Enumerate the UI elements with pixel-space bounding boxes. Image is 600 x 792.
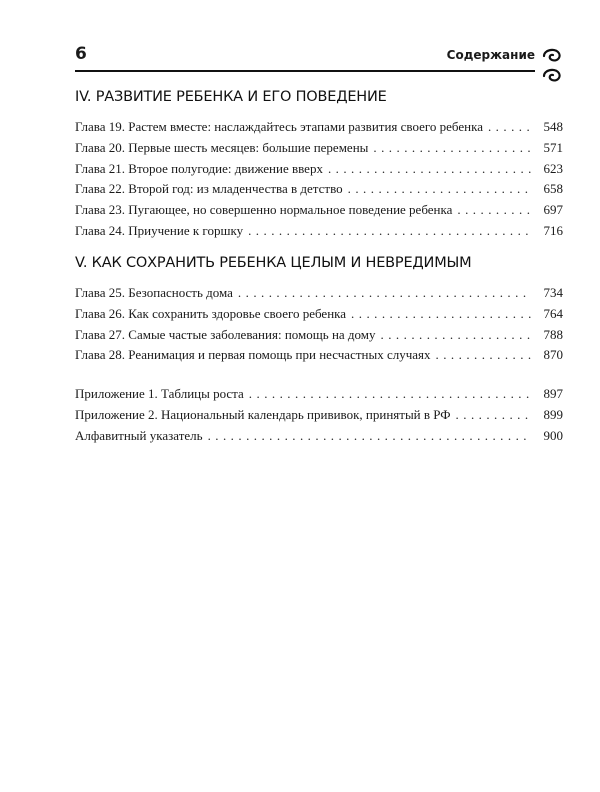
toc-entry-label: Глава 27. Самые частые заболевания: помощь на дому bbox=[75, 326, 376, 342]
toc-entry[interactable] bbox=[75, 159, 563, 180]
toc-entry-page: 734 bbox=[543, 285, 563, 300]
toc-entry-label: Глава 24. Приучение к горшку bbox=[75, 222, 244, 238]
toc-entry-page: 764 bbox=[543, 305, 563, 321]
toc-entry-label: Глава 25. Безопасность дома bbox=[75, 285, 233, 300]
dot-leader bbox=[248, 221, 531, 242]
dot-leader bbox=[373, 138, 531, 159]
dot-leader bbox=[238, 283, 531, 304]
section-title-v: V. КАК СОХРАНИТЬ РЕБЕНКА ЦЕЛЫМ И НЕВРЕДИМЫМ bbox=[75, 255, 472, 271]
dot-leader bbox=[488, 117, 531, 138]
toc-entry-page: 548 bbox=[543, 119, 563, 134]
toc-list-section-iv bbox=[75, 117, 563, 242]
toc-entry-label: Глава 19. Растем вместе: наслаждайтесь этапами развития своего ребенка bbox=[75, 119, 483, 134]
toc-entry-page: 899 bbox=[543, 406, 563, 422]
toc-entry[interactable] bbox=[75, 117, 563, 138]
toc-entry-label: Глава 21. Второе полугодие: движение вверх bbox=[75, 160, 323, 176]
toc-entry-page: 788 bbox=[543, 326, 563, 342]
dot-leader bbox=[249, 384, 531, 405]
running-title: Содержание bbox=[446, 48, 535, 62]
dot-leader bbox=[328, 159, 531, 180]
spiral-ornament-icon bbox=[540, 46, 566, 86]
toc-entry[interactable] bbox=[75, 405, 563, 426]
toc-list-section-v bbox=[75, 283, 563, 366]
toc-entry[interactable] bbox=[75, 283, 563, 304]
toc-entry[interactable] bbox=[75, 426, 563, 447]
toc-entry-page: 658 bbox=[543, 181, 563, 197]
dot-leader bbox=[351, 304, 531, 325]
toc-entry-page: 897 bbox=[543, 386, 563, 401]
toc-entry-label: Глава 28. Реанимация и первая помощь при несчастных случаях bbox=[75, 347, 431, 363]
section-title-iv: IV. РАЗВИТИЕ РЕБЕНКА И ЕГО ПОВЕДЕНИЕ bbox=[75, 89, 387, 105]
toc-entry-label: Глава 26. Как сохранить здоровье своего ребенка bbox=[75, 305, 347, 321]
toc-entry-page: 571 bbox=[543, 139, 563, 155]
toc-entry-page: 697 bbox=[543, 202, 563, 218]
dot-leader bbox=[348, 179, 531, 200]
toc-entry[interactable] bbox=[75, 384, 563, 405]
running-header bbox=[75, 44, 535, 72]
toc-entry[interactable] bbox=[75, 304, 563, 325]
toc-entry[interactable] bbox=[75, 345, 563, 366]
page-number: 6 bbox=[75, 44, 87, 64]
toc-entry-page: 900 bbox=[543, 427, 563, 443]
toc-entry-page: 716 bbox=[543, 222, 563, 238]
toc-entry-page: 623 bbox=[543, 160, 563, 176]
toc-entry-label: Глава 22. Второй год: из младенчества в детство bbox=[75, 181, 343, 197]
toc-entry[interactable] bbox=[75, 325, 563, 346]
dot-leader bbox=[381, 325, 531, 346]
toc-entry[interactable] bbox=[75, 138, 563, 159]
toc-entry[interactable] bbox=[75, 200, 563, 221]
dot-leader bbox=[208, 426, 531, 447]
toc-entry-label: Алфавитный указатель bbox=[75, 427, 203, 443]
toc-entry-label: Глава 20. Первые шесть месяцев: большие перемены bbox=[75, 139, 369, 155]
toc-entry[interactable] bbox=[75, 221, 563, 242]
dot-leader bbox=[456, 405, 531, 426]
toc-entry-label: Приложение 1. Таблицы роста bbox=[75, 386, 244, 401]
toc-entry-label: Глава 23. Пугающее, но совершенно нормальное поведение ребенка bbox=[75, 202, 453, 218]
dot-leader bbox=[457, 200, 531, 221]
toc-entry-page: 870 bbox=[543, 347, 563, 363]
toc-list-appendix bbox=[75, 384, 563, 446]
toc-entry-label: Приложение 2. Национальный календарь прививок, принятый в РФ bbox=[75, 406, 451, 422]
toc-entry[interactable] bbox=[75, 179, 563, 200]
dot-leader bbox=[436, 345, 531, 366]
